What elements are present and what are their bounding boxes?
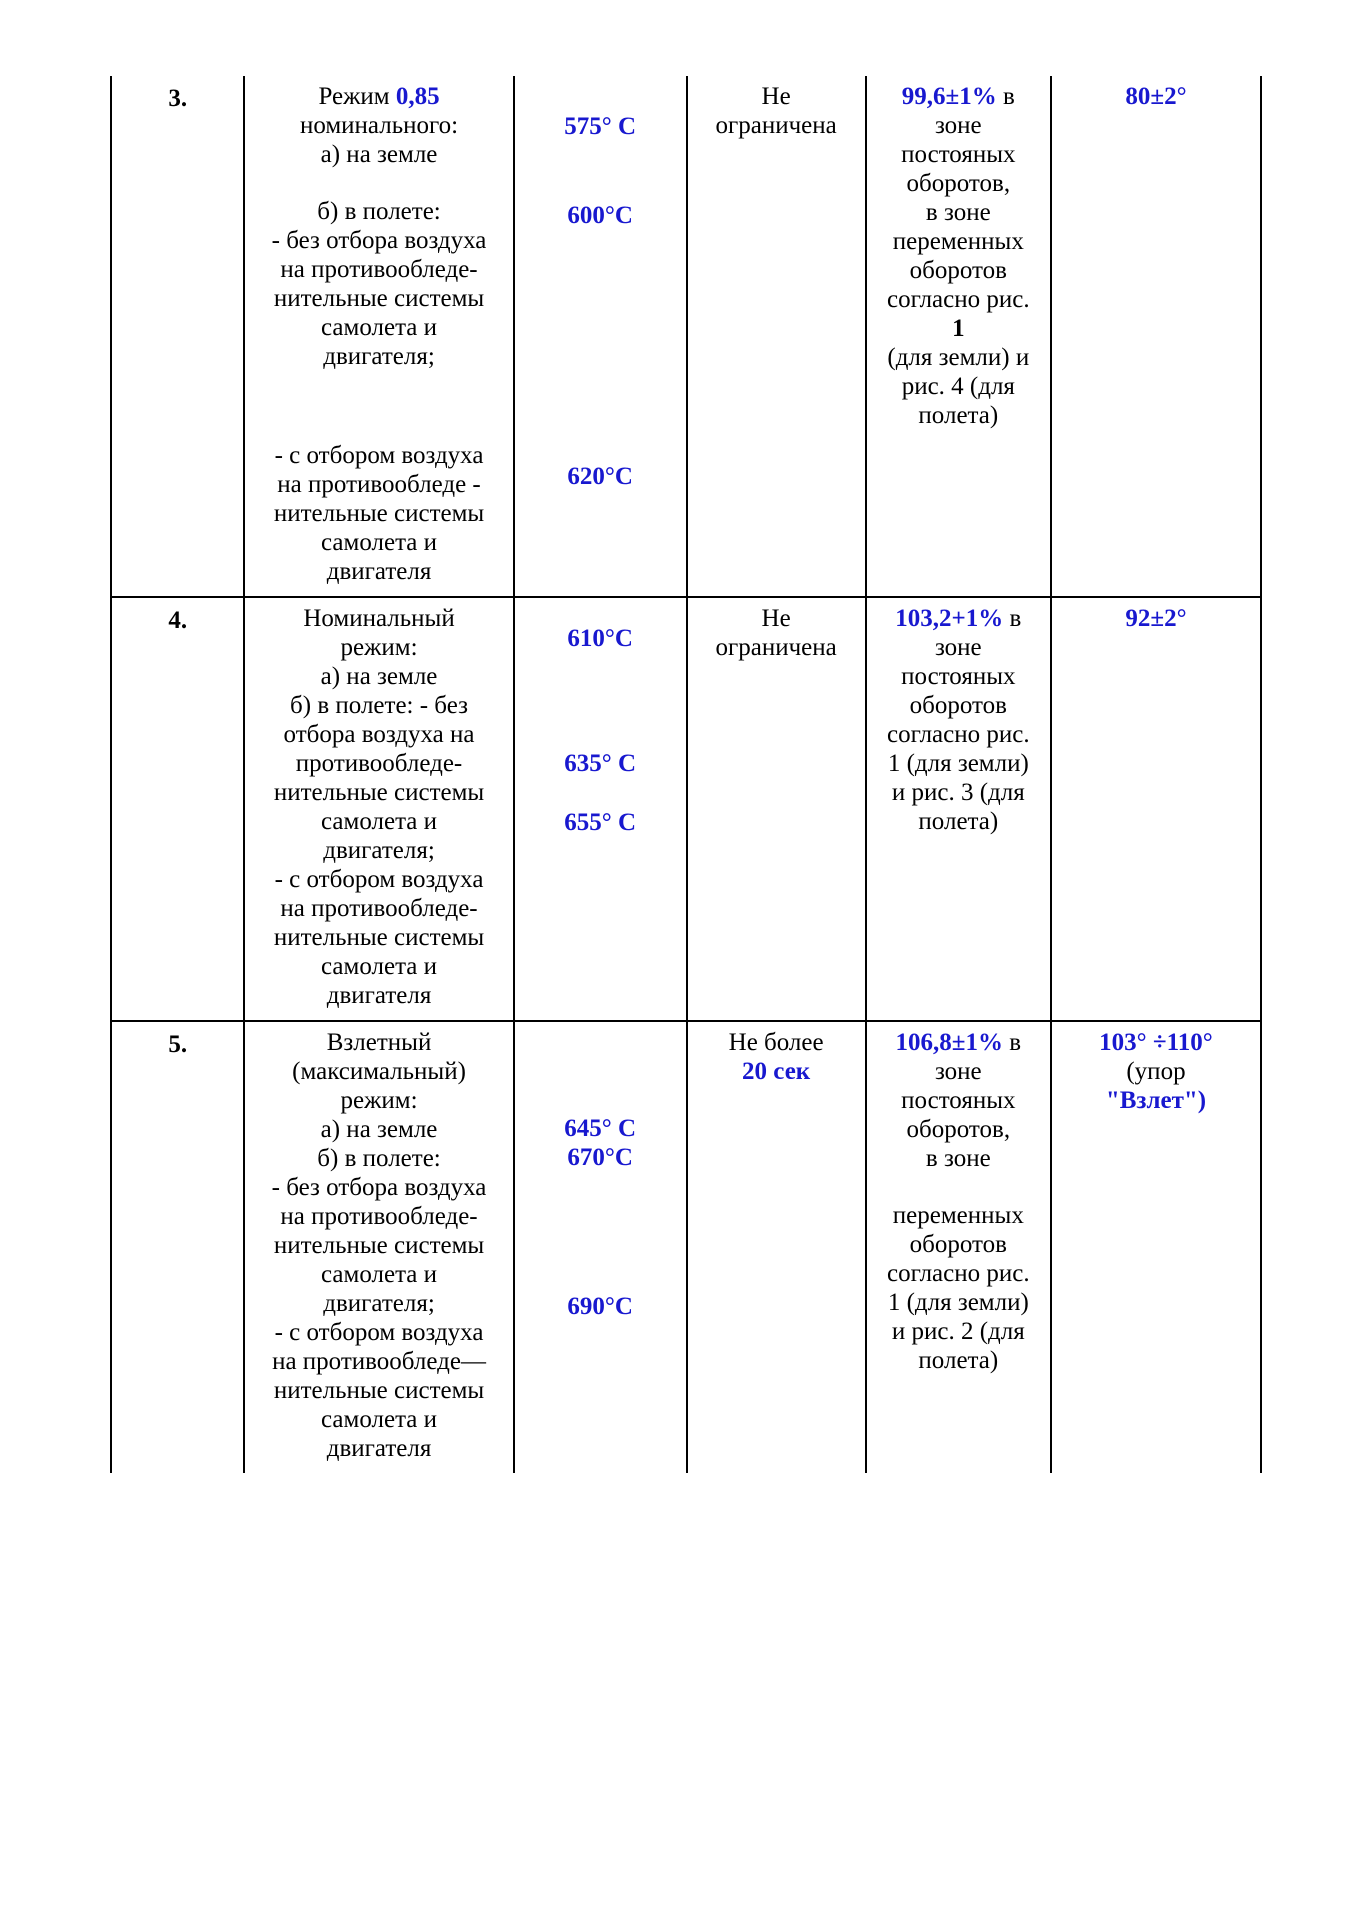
- mode-line: (максимальный): [292, 1058, 466, 1085]
- rpm-line: (для земли) и: [887, 344, 1030, 371]
- duration-line: ограничена: [715, 112, 837, 139]
- duration-text: [688, 598, 865, 672]
- rpm-text: [867, 76, 1050, 440]
- mode-line: двигателя;: [323, 837, 435, 864]
- mode-line: - с отбором воздуха: [274, 442, 484, 469]
- rpm-line: 1 (для земли): [887, 1289, 1029, 1316]
- rpm-headline: 103,2+1% в: [895, 605, 1022, 632]
- rpm-line: зоне: [934, 1058, 982, 1085]
- rpm-line: оборотов: [909, 692, 1007, 719]
- rpm-line: постояных: [901, 1087, 1016, 1114]
- temperature-cell: [514, 597, 687, 1021]
- rpm-headline: 99,6±1% в: [901, 83, 1015, 110]
- lever-angle-cell: [1051, 1021, 1261, 1473]
- rpm-line: в зоне: [925, 199, 991, 226]
- table-row: [111, 597, 1261, 1021]
- rpm-line: и рис. 3 (для: [891, 779, 1025, 806]
- rpm-line: зоне: [934, 634, 982, 661]
- duration-line: ограничена: [715, 634, 837, 661]
- rpm-line: полета): [918, 808, 999, 835]
- mode-line: - без отбора воздуха: [271, 227, 487, 254]
- mode-line: а) на земле: [320, 141, 438, 168]
- mode-line: б) в полете: - без: [290, 692, 468, 719]
- mode-cell: [244, 597, 513, 1021]
- rpm-text: [867, 1022, 1050, 1385]
- mode-line: самолета и: [321, 1406, 438, 1433]
- temperature-value: 620°С: [567, 463, 633, 490]
- rpm-line: оборотов,: [906, 1116, 1011, 1143]
- duration-text: [688, 1022, 865, 1096]
- rpm-figure-number: 1: [952, 315, 965, 342]
- duration-text: [688, 76, 865, 150]
- mode-text: [245, 598, 512, 1020]
- rpm-line: оборотов,: [906, 170, 1011, 197]
- rpm-line: согласно рис.: [887, 1260, 1030, 1287]
- row-number: 4.: [168, 607, 188, 634]
- mode-line: самолета и: [321, 1261, 438, 1288]
- lever-angle-value: 103° ÷110°: [1099, 1029, 1213, 1056]
- temperature-value: 635° С: [564, 750, 637, 777]
- mode-line: а) на земле: [320, 1116, 438, 1143]
- engine-modes-table: [110, 76, 1262, 1473]
- temperature-value: 645° С: [564, 1115, 637, 1142]
- lever-angle-text: [1052, 76, 1260, 121]
- mode-line: Номинальный: [303, 605, 455, 632]
- temperature-values: [515, 598, 686, 847]
- mode-line: двигателя: [326, 558, 432, 585]
- mode-line: на противообледе-: [280, 1203, 478, 1230]
- lever-angle-value: 92±2°: [1125, 605, 1187, 632]
- temperature-value: 655° С: [564, 809, 637, 836]
- duration-cell: [687, 597, 866, 1021]
- rpm-line: и рис. 2 (для: [891, 1318, 1025, 1345]
- lever-angle-note: (упор: [1126, 1058, 1186, 1085]
- temperature-value: 670°С: [567, 1144, 633, 1171]
- temperature-value: 610°С: [567, 625, 633, 652]
- duration-value: 20 сек: [742, 1058, 811, 1085]
- lever-angle-detent: "Взлет"): [1105, 1087, 1207, 1114]
- mode-line: самолета и: [321, 808, 438, 835]
- mode-line: двигателя;: [323, 1290, 435, 1317]
- mode-line: самолета и: [321, 314, 438, 341]
- mode-line: самолета и: [321, 953, 438, 980]
- lever-angle-text: [1052, 1022, 1260, 1125]
- mode-line: на противообледе-: [280, 895, 478, 922]
- mode-line: Режим 0,85: [318, 83, 440, 110]
- mode-line: нительные системы: [273, 500, 485, 527]
- row-number-cell: [111, 76, 244, 597]
- table-row: [111, 1021, 1261, 1473]
- row-number-cell: [111, 597, 244, 1021]
- temperature-values: [515, 76, 686, 501]
- rpm-line: переменных: [892, 1202, 1024, 1229]
- mode-line: - с отбором воздуха: [274, 1319, 484, 1346]
- rpm-cell: [866, 597, 1051, 1021]
- mode-line: на противообледе-: [280, 256, 478, 283]
- mode-text: [245, 1022, 512, 1473]
- mode-line: двигателя: [326, 982, 432, 1009]
- rpm-line: рис. 4 (для: [901, 373, 1015, 400]
- lever-angle-value: 80±2°: [1125, 83, 1187, 110]
- mode-line: двигателя: [326, 1435, 432, 1462]
- temperature-value: 575° С: [564, 113, 637, 140]
- table-row: [111, 76, 1261, 597]
- spacer: [249, 371, 508, 427]
- lever-angle-text: [1052, 598, 1260, 643]
- duration-line: Не более: [728, 1029, 824, 1056]
- spacer: [871, 1173, 1046, 1201]
- rpm-line: зоне: [934, 112, 982, 139]
- mode-text: [245, 76, 512, 596]
- mode-cell: [244, 1021, 513, 1473]
- row-number: 3.: [168, 85, 188, 112]
- mode-line: номинального:: [299, 112, 459, 139]
- rpm-line: постояных: [901, 663, 1016, 690]
- row-number-cell: [111, 1021, 244, 1473]
- mode-line: Взлетный: [326, 1029, 432, 1056]
- duration-line: Не: [761, 605, 791, 632]
- rpm-cell: [866, 1021, 1051, 1473]
- spacer: [249, 169, 508, 197]
- lever-angle-cell: [1051, 76, 1261, 597]
- duration-cell: [687, 76, 866, 597]
- rpm-line: постояных: [901, 141, 1016, 168]
- temperature-cell: [514, 1021, 687, 1473]
- temperature-value: 690°С: [567, 1293, 633, 1320]
- duration-line: Не: [761, 83, 791, 110]
- mode-line: двигателя;: [323, 343, 435, 370]
- rpm-line: оборотов: [909, 1231, 1007, 1258]
- temperature-value: 600°С: [567, 202, 633, 229]
- mode-line: - без отбора воздуха: [271, 1174, 487, 1201]
- rpm-text: [867, 598, 1050, 846]
- row-number: 5.: [168, 1031, 188, 1058]
- temperature-cell: [514, 76, 687, 597]
- rpm-line: в зоне: [925, 1145, 991, 1172]
- mode-line: б) в полете:: [317, 1145, 441, 1172]
- mode-line: нительные системы: [273, 1232, 485, 1259]
- mode-line: самолета и: [321, 529, 438, 556]
- rpm-line: оборотов: [909, 257, 1007, 284]
- rpm-line: 1 (для земли): [887, 750, 1029, 777]
- rpm-line: полета): [918, 402, 999, 429]
- rpm-cell: [866, 76, 1051, 597]
- rpm-line: переменных: [892, 228, 1024, 255]
- spacer: [249, 427, 508, 441]
- mode-cell: [244, 76, 513, 597]
- mode-line: а) на земле: [320, 663, 438, 690]
- mode-line: противообледе-: [295, 750, 463, 777]
- mode-line: режим:: [340, 1087, 418, 1114]
- lever-angle-cell: [1051, 597, 1261, 1021]
- mode-line: нительные системы: [273, 924, 485, 951]
- mode-line: на противообледе -: [277, 471, 481, 498]
- mode-line: отбора воздуха на: [283, 721, 475, 748]
- mode-line: нительные системы: [273, 779, 485, 806]
- rpm-headline: 106,8±1% в: [895, 1029, 1022, 1056]
- mode-line: б) в полете:: [317, 198, 441, 225]
- mode-line: режим:: [340, 634, 418, 661]
- mode-line: на противообледе—: [272, 1348, 486, 1375]
- temperature-values: [515, 1022, 686, 1331]
- duration-cell: [687, 1021, 866, 1473]
- mode-line: нительные системы: [273, 1377, 485, 1404]
- rpm-line: полета): [918, 1347, 999, 1374]
- mode-line: - с отбором воздуха: [274, 866, 484, 893]
- rpm-line: согласно рис.: [887, 286, 1030, 313]
- mode-line: нительные системы: [273, 285, 485, 312]
- rpm-line: согласно рис.: [887, 721, 1030, 748]
